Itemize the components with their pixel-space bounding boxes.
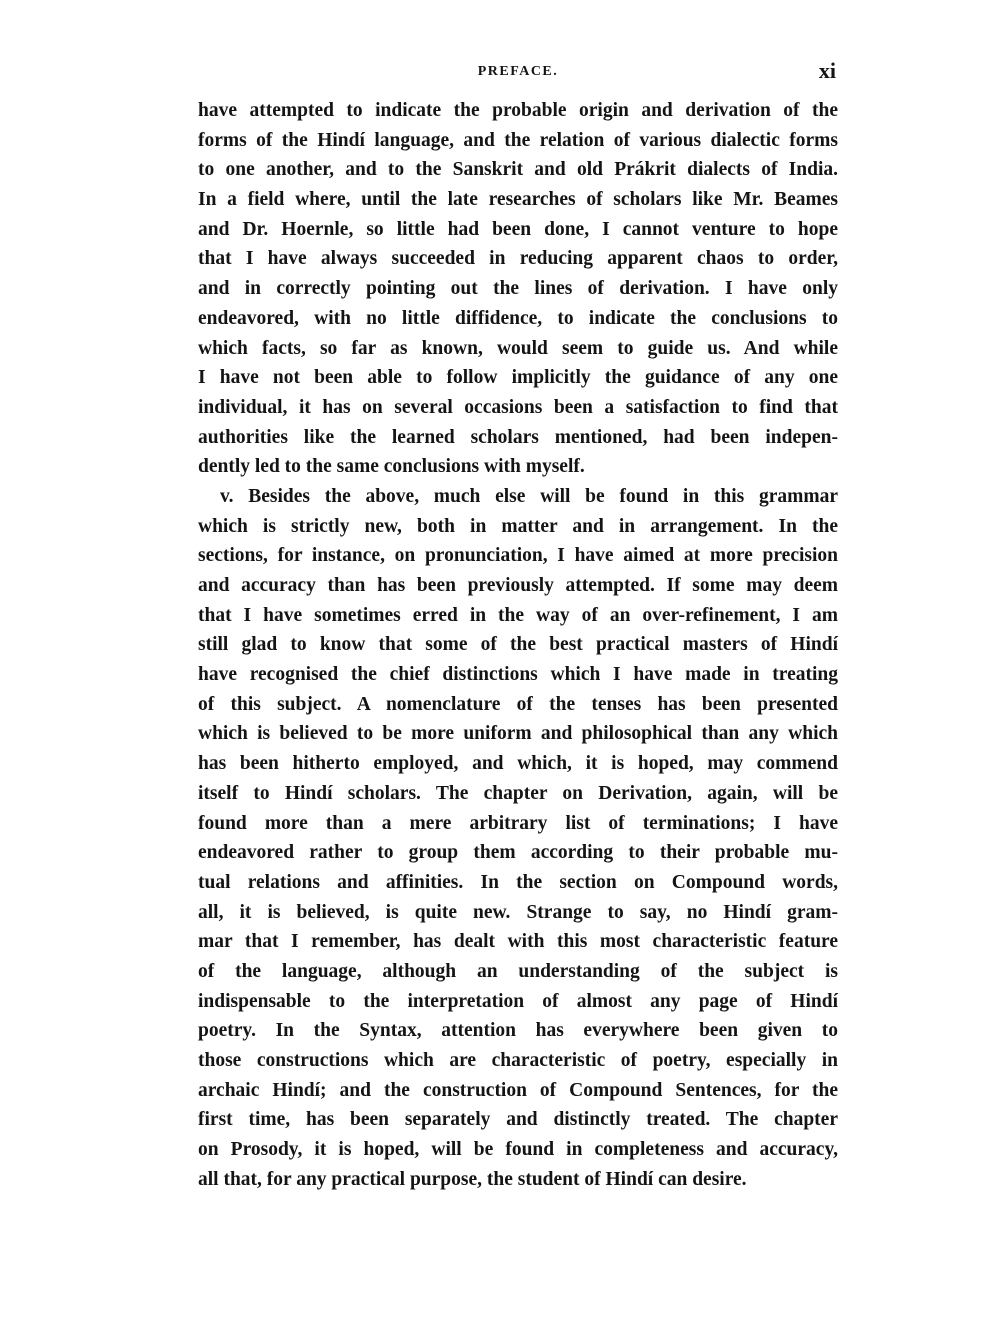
text-line: on Prosody, it is hoped, will be found in completeness and accuracy, (198, 1139, 838, 1161)
text-line: dently led to the same conclusions with myself. (198, 456, 585, 478)
paragraph-continuation (198, 96, 838, 482)
text-line: which facts, so far as known, would seem to guide us. And while (198, 337, 838, 359)
text-line: endeavored, with no little diffidence, to indicate the conclusions to (198, 307, 838, 329)
text-line: have recognised the chief distinctions which I have made in treating (198, 664, 838, 686)
text-line: to one another, and to the Sanskrit and old Prákrit dialects of India. (198, 159, 838, 181)
text-line: forms of the Hindí language, and the relation of various dialectic forms (198, 129, 838, 151)
text-line: sections, for instance, on pronunciation, I have aimed at more precision (198, 545, 838, 567)
running-head (198, 58, 838, 86)
text-line: all that, for any practical purpose, the student of Hindí can desire. (198, 1168, 747, 1190)
text-line: have attempted to indicate the probable origin and derivation of the (198, 100, 838, 121)
text-line: individual, it has on several occasions been a satisfaction to find that (198, 396, 838, 418)
text-line: authorities like the learned scholars mentioned, had been indepen- (198, 426, 838, 448)
running-title: PREFACE. (477, 64, 559, 79)
text-line: which is strictly new, both in matter and in arrangement. In the (198, 515, 838, 537)
text-line: itself to Hindí scholars. The chapter on Derivation, again, will be (198, 782, 838, 804)
text-line: tual relations and affinities. In the section on Compound words, (198, 871, 838, 893)
text-line: and Dr. Hoernle, so little had been done, I cannot venture to hope (198, 218, 838, 240)
text-line: of the language, although an understanding of the subject is (198, 960, 838, 982)
text-line: found more than a mere arbitrary list of terminations; I have (198, 812, 838, 834)
text-line: and accuracy than has been previously attempted. If some may deem (198, 575, 838, 596)
text-line: those constructions which are characteristic of poetry, especially in (198, 1050, 838, 1071)
text-line: poetry. In the Syntax, attention has everywhere been given to (198, 1020, 838, 1042)
text-line: endeavored rather to group them according to their probable mu- (198, 842, 838, 864)
text-line: archaic Hindí; and the construction of Compound Sentences, for the (198, 1079, 838, 1101)
text-line: that I have always succeeded in reducing apparent chaos to order, (198, 248, 838, 270)
paragraph-section-v (198, 482, 838, 1195)
text-line: In a field where, until the late researches of scholars like Mr. Beames (198, 189, 838, 211)
text-line: v. Besides the above, much else will be found in this grammar (220, 485, 838, 507)
text-line: of this subject. A nomenclature of the tenses has been presented (198, 693, 838, 715)
text-line: still glad to know that some of the best practical masters of Hindí (198, 634, 838, 656)
text-line: I have not been able to follow implicitly the guidance of any one (198, 367, 838, 389)
text-line: that I have sometimes erred in the way of an over-refinement, I am (198, 604, 838, 626)
text-line: and in correctly pointing out the lines of derivation. I have only (198, 278, 838, 300)
page-number: xi (818, 58, 836, 83)
text-line: has been hitherto employed, and which, it is hoped, may commend (198, 753, 838, 775)
text-line: all, it is believed, is quite new. Strange to say, no Hindí gram- (198, 901, 838, 923)
text-line: first time, has been separately and distinctly treated. The chapter (198, 1109, 838, 1131)
text-line: indispensable to the interpretation of almost any page of Hindí (198, 990, 838, 1012)
text-line: mar that I remember, has dealt with this most characteristic feature (198, 931, 838, 953)
text-line: which is believed to be more uniform and philosophical than any which (198, 723, 838, 745)
body-text (198, 96, 838, 1194)
